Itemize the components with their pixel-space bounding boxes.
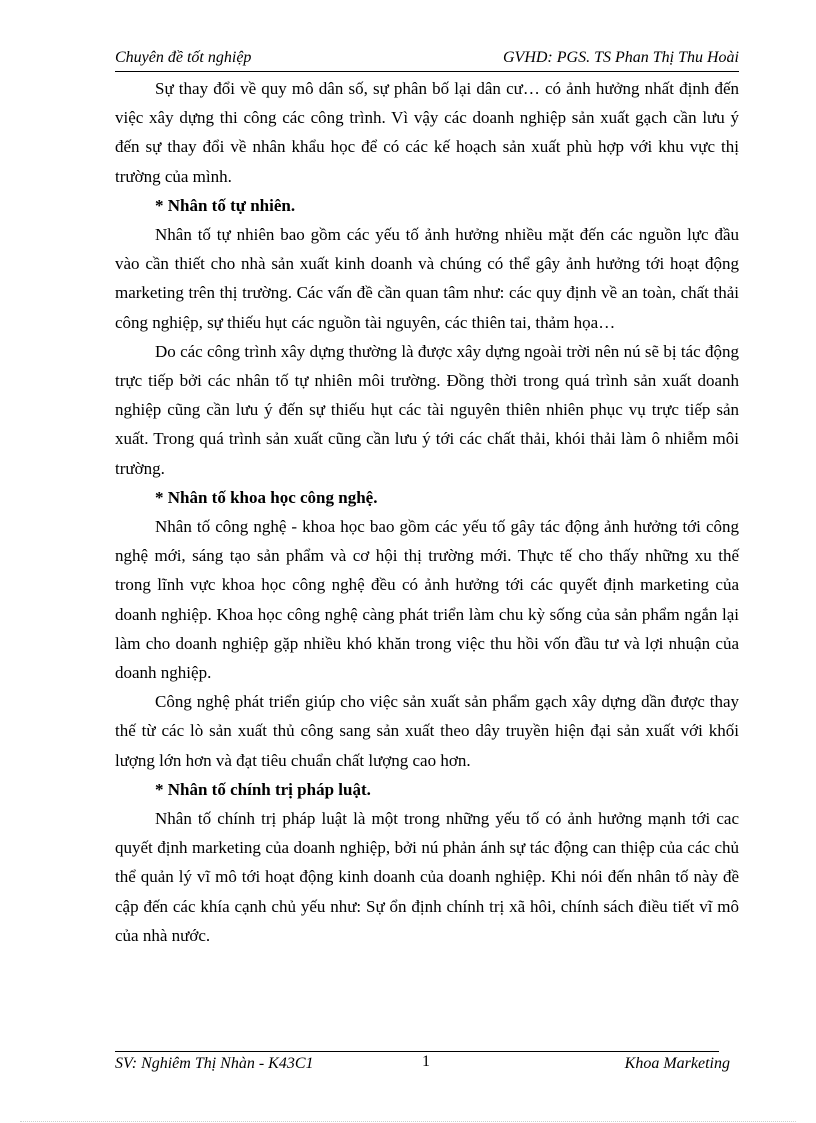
- footer-faculty: Khoa Marketing: [624, 1055, 730, 1072]
- heading-natural-factor: * Nhân tố tự nhiên.: [155, 195, 296, 215]
- paragraph-political-legal-factor: Nhân tố chính trị pháp luật là một trong những yếu tố có ảnh hưởng mạnh tới cac quyết định marketing của doanh nghiệp, bởi nú phản ánh sự tác động can thiệp của các chủ thể quản lý vĩ mô tới hoạt động kinh doanh của doanh nghiệp. Khi nói đến nhân tố này đề cập đến các khía cạnh chủ yếu như: Sự ổn định chính trị xã hôi, chính sách điều tiết vĩ mô của nhà nước.: [115, 809, 739, 945]
- paragraph-natural-factor: Nhân tố tự nhiên bao gồm các yếu tố ảnh hưởng nhiều mặt đến các nguồn lực đầu vào cần thiết cho nhà sản xuất kinh doanh và chúng có thể gây ảnh hưởng tới hoạt động marketing trên thị trường. Các vấn đề cần quan tâm như: các quy định về an toàn, chất thải công nghiệp, sự thiếu hụt các nguồn tài nguyên, các thiên tai, thảm họa…: [115, 225, 739, 332]
- header-document-type: Chuyên đề tốt nghiệp: [115, 49, 252, 66]
- page-footer: [115, 1055, 730, 1077]
- page-bottom-border: [20, 1121, 796, 1122]
- header-supervisor: GVHD: PGS. TS Phan Thị Thu Hoài: [502, 49, 739, 66]
- page-number: 1: [422, 1053, 430, 1070]
- footer-student: SV: Nghiêm Thị Nhàn - K43C1: [115, 1055, 314, 1072]
- paragraph-technology-factor: Nhân tố công nghệ - khoa học bao gồm các yếu tố gây tác động ảnh hưởng tới công nghệ mới, sáng tạo sản phẩm và cơ hội thị trường mới. Thực tế cho thấy những xu thế trong lĩnh vực khoa học công nghệ đều có ảnh hưởng tới các quyết định marketing của doanh nghiệp. Khoa học công nghệ càng phát triển làm chu kỳ sống của sản phẩm ngắn lại làm cho doanh nghiệp gặp nhiều khó khăn trong việc thu hồi vốn đầu tư và lợi nhuận của doanh nghiệp.: [115, 517, 739, 683]
- paragraph-technology-development: Công nghệ phát triển giúp cho việc sản xuất sản phẩm gạch xây dựng dần được thay thế từ các lò sản xuất thủ công sang sản xuất theo dây truyền hiện đại sản xuất với khối lượng lớn hơn và đạt tiêu chuẩn chất lượng cao hơn.: [115, 692, 739, 770]
- heading-political-legal-factor: * Nhân tố chính trị pháp luật.: [155, 779, 371, 799]
- paragraph-demographics: Sự thay đổi về quy mô dân số, sự phân bố lại dân cư… có ảnh hưởng nhất định đến việc xây dựng thi công các công trình. Vì vậy các doanh nghiệp sản xuất gạch cần lưu ý đến sự thay đổi về nhân khẩu học để có các kế hoạch sản xuất phù hợp với khu vực thị trường của mình.: [115, 79, 739, 186]
- footer-divider: [115, 1051, 719, 1052]
- paragraph-natural-impact: Do các công trình xây dựng thường là được xây dựng ngoài trời nên nú sẽ bị tác động trực tiếp bởi các nhân tố tự nhiên môi trường. Đồng thời trong quá trình sản xuất doanh nghiệp cũng cần lưu ý đến sự thiếu hụt các tài nguyên thiên nhiên phục vụ trực tiếp sản xuất. Trong quá trình sản xuất cũng cần lưu ý tới các chất thải, khói thải làm ô nhiễm môi trường.: [115, 341, 739, 478]
- document-body: [115, 74, 739, 950]
- heading-technology-factor: * Nhân tố khoa học công nghệ.: [155, 487, 378, 507]
- page-header: [115, 49, 739, 72]
